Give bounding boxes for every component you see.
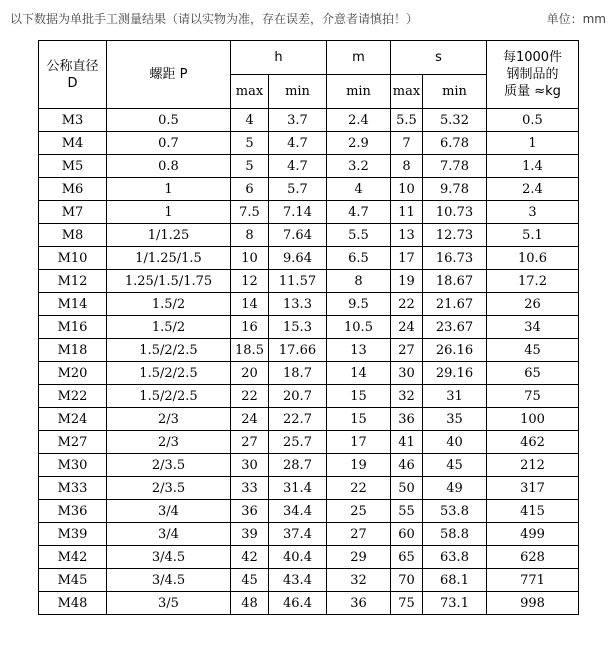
table-row [39,546,579,569]
table-body [39,109,579,615]
cell-s-min: 10.73 [423,201,487,224]
table-row [39,132,579,155]
cell-h-max: 33 [231,477,269,500]
cell-h-min: 20.7 [269,385,327,408]
cell-h-max: 14 [231,293,269,316]
cell-pitch: 2/3.5 [107,454,231,477]
cell-s-max: 24 [391,316,423,339]
cell-pitch: 0.5 [107,109,231,132]
cell-m-min: 25 [327,500,391,523]
cell-diameter: M10 [39,247,107,270]
cell-s-min: 21.67 [423,293,487,316]
cell-m-min: 9.5 [327,293,391,316]
cell-h-min: 46.4 [269,592,327,615]
table-row [39,385,579,408]
cell-h-min: 15.3 [269,316,327,339]
cell-diameter: M18 [39,339,107,362]
cell-s-max: 60 [391,523,423,546]
cell-s-min: 9.78 [423,178,487,201]
cell-weight: 17.2 [487,270,579,293]
cell-s-min: 40 [423,431,487,454]
cell-pitch: 3/5 [107,592,231,615]
cell-s-min: 29.16 [423,362,487,385]
cell-diameter: M20 [39,362,107,385]
cell-pitch: 0.8 [107,155,231,178]
cell-m-min: 27 [327,523,391,546]
cell-s-max: 55 [391,500,423,523]
header-weight-line3: 质量 ≈kg [504,84,561,99]
cell-m-min: 2.9 [327,132,391,155]
cell-weight: 2.4 [487,178,579,201]
cell-s-min: 73.1 [423,592,487,615]
measurement-notice: 以下数据为单批手工测量结果（请以实物为准，存在误差，介意者请慎拍！） [10,12,419,26]
table-row [39,454,579,477]
cell-diameter: M27 [39,431,107,454]
cell-s-min: 12.73 [423,224,487,247]
cell-m-min: 36 [327,592,391,615]
cell-weight: 628 [487,546,579,569]
cell-m-min: 22 [327,477,391,500]
cell-s-min: 58.8 [423,523,487,546]
header-weight-line1: 每1000件 [502,50,563,65]
nut-spec-table [38,40,579,615]
cell-h-max: 45 [231,569,269,592]
cell-s-min: 45 [423,454,487,477]
cell-h-max: 22 [231,385,269,408]
cell-h-max: 7.5 [231,201,269,224]
cell-m-min: 3.2 [327,155,391,178]
header-diameter-line1: 公称直径 [46,58,99,74]
table-row [39,477,579,500]
cell-m-min: 29 [327,546,391,569]
cell-h-max: 8 [231,224,269,247]
cell-h-min: 13.3 [269,293,327,316]
cell-diameter: M16 [39,316,107,339]
table-row [39,523,579,546]
cell-pitch: 2/3 [107,408,231,431]
table-row [39,408,579,431]
cell-h-min: 43.4 [269,569,327,592]
cell-s-min: 16.73 [423,247,487,270]
cell-pitch: 1/1.25 [107,224,231,247]
cell-weight: 0.5 [487,109,579,132]
table-row [39,293,579,316]
cell-h-max: 48 [231,592,269,615]
cell-h-min: 4.7 [269,132,327,155]
cell-weight: 771 [487,569,579,592]
cell-s-max: 22 [391,293,423,316]
cell-diameter: M5 [39,155,107,178]
cell-diameter: M4 [39,132,107,155]
cell-m-min: 4.7 [327,201,391,224]
cell-pitch: 2/3.5 [107,477,231,500]
cell-diameter: M3 [39,109,107,132]
table-row [39,270,579,293]
cell-s-min: 68.1 [423,569,487,592]
cell-pitch: 1 [107,178,231,201]
cell-h-min: 37.4 [269,523,327,546]
cell-h-max: 5 [231,132,269,155]
cell-weight: 499 [487,523,579,546]
cell-m-min: 19 [327,454,391,477]
cell-m-min: 32 [327,569,391,592]
cell-weight: 998 [487,592,579,615]
table-row [39,339,579,362]
cell-h-max: 16 [231,316,269,339]
cell-s-max: 13 [391,224,423,247]
cell-weight: 212 [487,454,579,477]
cell-h-max: 18.5 [231,339,269,362]
cell-h-min: 9.64 [269,247,327,270]
table-row [39,592,579,615]
cell-s-min: 6.78 [423,132,487,155]
cell-weight: 34 [487,316,579,339]
cell-s-min: 53.8 [423,500,487,523]
cell-s-max: 65 [391,546,423,569]
cell-s-max: 11 [391,201,423,224]
cell-h-min: 22.7 [269,408,327,431]
cell-pitch: 1.5/2/2.5 [107,339,231,362]
cell-h-max: 5 [231,155,269,178]
header-pitch: 螺距 P [107,41,231,109]
table-row [39,362,579,385]
cell-m-min: 8 [327,270,391,293]
header-s-min: min [423,75,487,109]
cell-pitch: 1.5/2 [107,316,231,339]
cell-weight: 3 [487,201,579,224]
cell-h-max: 4 [231,109,269,132]
cell-h-max: 36 [231,500,269,523]
cell-m-min: 6.5 [327,247,391,270]
unit-label: 单位：mm [546,12,606,26]
cell-s-max: 70 [391,569,423,592]
cell-s-min: 49 [423,477,487,500]
cell-diameter: M24 [39,408,107,431]
cell-weight: 10.6 [487,247,579,270]
cell-pitch: 3/4.5 [107,569,231,592]
header-diameter-line2: D [67,75,78,91]
cell-s-max: 17 [391,247,423,270]
cell-weight: 65 [487,362,579,385]
cell-s-min: 18.67 [423,270,487,293]
table-row [39,569,579,592]
cell-s-max: 41 [391,431,423,454]
cell-h-max: 6 [231,178,269,201]
cell-diameter: M48 [39,592,107,615]
cell-s-min: 31 [423,385,487,408]
cell-s-max: 30 [391,362,423,385]
cell-diameter: M30 [39,454,107,477]
cell-s-max: 10 [391,178,423,201]
table-row [39,109,579,132]
cell-h-min: 28.7 [269,454,327,477]
cell-h-max: 39 [231,523,269,546]
cell-diameter: M45 [39,569,107,592]
cell-m-min: 10.5 [327,316,391,339]
cell-s-min: 26.16 [423,339,487,362]
header-weight-line2: 钢制品的 [506,67,559,82]
cell-s-max: 32 [391,385,423,408]
cell-pitch: 3/4 [107,500,231,523]
cell-weight: 45 [487,339,579,362]
cell-h-max: 12 [231,270,269,293]
cell-diameter: M8 [39,224,107,247]
cell-m-min: 17 [327,431,391,454]
cell-h-max: 42 [231,546,269,569]
cell-h-min: 5.7 [269,178,327,201]
cell-h-min: 17.66 [269,339,327,362]
cell-s-min: 23.67 [423,316,487,339]
cell-s-max: 7 [391,132,423,155]
cell-pitch: 1.25/1.5/1.75 [107,270,231,293]
cell-pitch: 1/1.25/1.5 [107,247,231,270]
header-diameter [39,41,107,109]
table-row [39,247,579,270]
header-m: m [327,41,391,75]
cell-diameter: M7 [39,201,107,224]
cell-h-min: 7.64 [269,224,327,247]
cell-s-max: 46 [391,454,423,477]
cell-m-min: 5.5 [327,224,391,247]
cell-h-max: 27 [231,431,269,454]
cell-m-min: 13 [327,339,391,362]
cell-weight: 462 [487,431,579,454]
cell-pitch: 1.5/2/2.5 [107,385,231,408]
table-header [39,41,579,109]
cell-pitch: 0.7 [107,132,231,155]
table-row [39,500,579,523]
cell-h-max: 20 [231,362,269,385]
table-row [39,431,579,454]
table-row [39,224,579,247]
cell-h-min: 18.7 [269,362,327,385]
cell-pitch: 3/4.5 [107,546,231,569]
cell-diameter: M6 [39,178,107,201]
cell-h-min: 7.14 [269,201,327,224]
header-weight [487,41,579,109]
cell-diameter: M36 [39,500,107,523]
cell-diameter: M14 [39,293,107,316]
cell-m-min: 2.4 [327,109,391,132]
cell-pitch: 2/3 [107,431,231,454]
cell-h-min: 40.4 [269,546,327,569]
header-h-min: min [269,75,327,109]
cell-s-max: 75 [391,592,423,615]
cell-h-min: 25.7 [269,431,327,454]
cell-h-min: 3.7 [269,109,327,132]
cell-weight: 75 [487,385,579,408]
header-h-max: max [231,75,269,109]
cell-h-min: 31.4 [269,477,327,500]
cell-s-max: 36 [391,408,423,431]
header-m-min: min [327,75,391,109]
cell-s-min: 63.8 [423,546,487,569]
cell-s-min: 7.78 [423,155,487,178]
table-row [39,201,579,224]
header-h: h [231,41,327,75]
cell-s-min: 5.32 [423,109,487,132]
table-row [39,316,579,339]
cell-h-max: 24 [231,408,269,431]
cell-m-min: 15 [327,385,391,408]
table-row [39,178,579,201]
header-s-max: max [391,75,423,109]
cell-h-max: 10 [231,247,269,270]
cell-diameter: M42 [39,546,107,569]
cell-s-max: 5.5 [391,109,423,132]
cell-h-min: 4.7 [269,155,327,178]
cell-m-min: 15 [327,408,391,431]
cell-weight: 26 [487,293,579,316]
cell-s-max: 50 [391,477,423,500]
cell-diameter: M12 [39,270,107,293]
cell-pitch: 1.5/2/2.5 [107,362,231,385]
cell-m-min: 14 [327,362,391,385]
cell-pitch: 1 [107,201,231,224]
cell-diameter: M22 [39,385,107,408]
cell-s-max: 27 [391,339,423,362]
cell-h-min: 11.57 [269,270,327,293]
cell-pitch: 3/4 [107,523,231,546]
cell-weight: 1 [487,132,579,155]
cell-diameter: M33 [39,477,107,500]
cell-weight: 5.1 [487,224,579,247]
cell-weight: 317 [487,477,579,500]
cell-s-max: 19 [391,270,423,293]
cell-s-max: 8 [391,155,423,178]
notice-bar [10,6,606,34]
cell-weight: 415 [487,500,579,523]
cell-m-min: 4 [327,178,391,201]
cell-s-min: 35 [423,408,487,431]
table-row [39,155,579,178]
cell-weight: 1.4 [487,155,579,178]
cell-pitch: 1.5/2 [107,293,231,316]
cell-h-max: 30 [231,454,269,477]
cell-h-min: 34.4 [269,500,327,523]
header-s: s [391,41,487,75]
cell-weight: 100 [487,408,579,431]
cell-diameter: M39 [39,523,107,546]
